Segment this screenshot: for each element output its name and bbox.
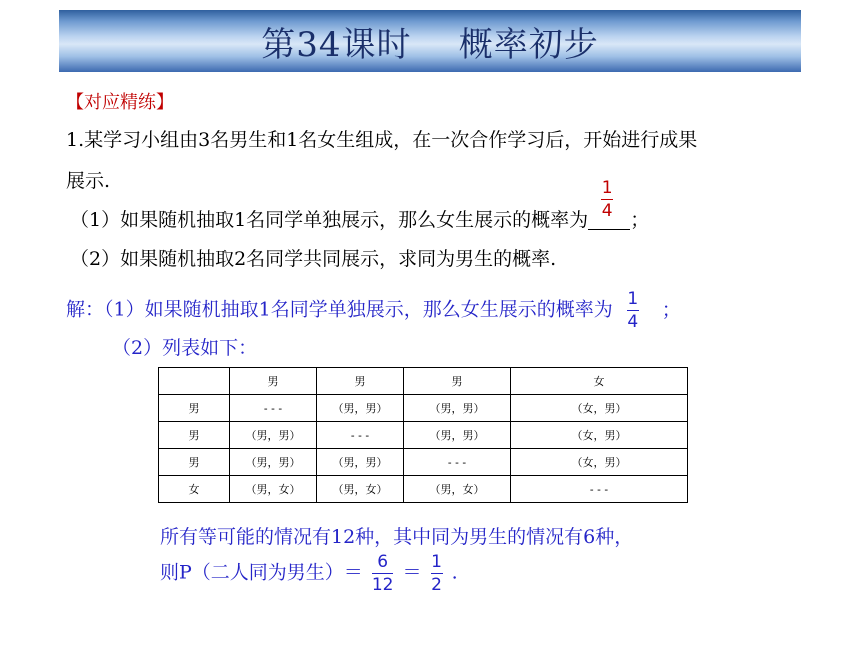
question-2: （2）如果随机抽取2名同学共同展示，求同为男生的概率. <box>70 248 557 270</box>
table-header-row <box>159 368 688 395</box>
table-row-label: 男 <box>159 422 230 449</box>
table-row <box>159 476 688 503</box>
question-1 <box>70 178 650 232</box>
table-row-label: 女 <box>159 476 230 503</box>
table-row-label: 男 <box>159 395 230 422</box>
question-1-text: （1）如果随机抽取1名同学单独展示，那么女生展示的概率为 <box>70 209 589 231</box>
solution-line-1-end: ； <box>661 298 681 321</box>
frac-b-denominator: 2 <box>431 575 442 595</box>
solution-line-1-text: （1）如果随机抽取1名同学单独展示，那么女生展示的概率为 <box>104 298 613 321</box>
answer-denominator: 4 <box>601 201 613 221</box>
table-cell: （女，男） <box>511 449 688 476</box>
frac-a-denominator: 12 <box>371 575 394 595</box>
solution-frac-1-denominator: 4 <box>627 312 639 332</box>
table-cell: （男，男） <box>230 422 317 449</box>
solution-line-4-prefix: 则P（二人同为男生）＝ <box>160 561 363 584</box>
table-cell: （男，女） <box>317 476 404 503</box>
table-cell: - - - <box>317 422 404 449</box>
fraction-bar <box>627 310 639 311</box>
title-banner <box>59 10 801 72</box>
table-header-cell: 男 <box>404 368 511 395</box>
outcome-table <box>158 367 688 503</box>
table-header-cell <box>159 368 230 395</box>
table-cell: - - - <box>511 476 688 503</box>
frac-a-numerator: 6 <box>377 552 389 572</box>
table-cell: （女，男） <box>511 395 688 422</box>
table-row <box>159 449 688 476</box>
solution-line-3: 所有等可能的情况有12种，其中同为男生的情况有6种， <box>160 526 634 548</box>
solution-line-1 <box>66 290 681 331</box>
table-cell: （男，男） <box>404 422 511 449</box>
table-cell: （男，男） <box>230 449 317 476</box>
equals-sign: ＝ <box>402 561 422 584</box>
problem-line-2: 展示. <box>66 170 111 192</box>
table-cell: （男，男） <box>317 395 404 422</box>
answer-blank <box>588 178 630 230</box>
fraction-bar <box>431 573 443 574</box>
fraction-bar <box>372 573 394 574</box>
table-row <box>159 395 688 422</box>
section-tag: 【对应精练】 <box>66 92 174 113</box>
answer-fraction <box>601 179 613 220</box>
table-header-cell: 男 <box>230 368 317 395</box>
table-cell: （男，女） <box>230 476 317 503</box>
solution-line-2: （2）列表如下： <box>112 337 258 359</box>
solution-line-4 <box>160 553 458 594</box>
table-row-label: 男 <box>159 449 230 476</box>
table-row <box>159 422 688 449</box>
table-cell: （男，女） <box>404 476 511 503</box>
table-cell: （男，男） <box>317 449 404 476</box>
fraction-six-twelfths <box>372 553 394 594</box>
table-header-cell: 男 <box>317 368 404 395</box>
table-cell: - - - <box>230 395 317 422</box>
problem-line-1: 1.某学习小组由3名男生和1名女生组成，在一次合作学习后，开始进行成果 <box>66 129 698 151</box>
question-1-end: ； <box>630 209 650 231</box>
solution-fraction-1 <box>627 290 639 331</box>
table-cell: - - - <box>404 449 511 476</box>
solution-frac-1-numerator: 1 <box>627 289 639 309</box>
table-header-cell: 女 <box>511 368 688 395</box>
table-cell: （男，男） <box>404 395 511 422</box>
frac-b-numerator: 1 <box>431 552 442 572</box>
page-title: 第34课时 概率初步 <box>261 24 599 65</box>
fraction-one-half <box>431 553 443 594</box>
solution-prefix: 解： <box>66 298 105 321</box>
answer-numerator: 1 <box>601 178 613 198</box>
solution-line-4-end: . <box>451 561 458 584</box>
table-cell: （女，男） <box>511 422 688 449</box>
fraction-bar <box>601 199 613 200</box>
